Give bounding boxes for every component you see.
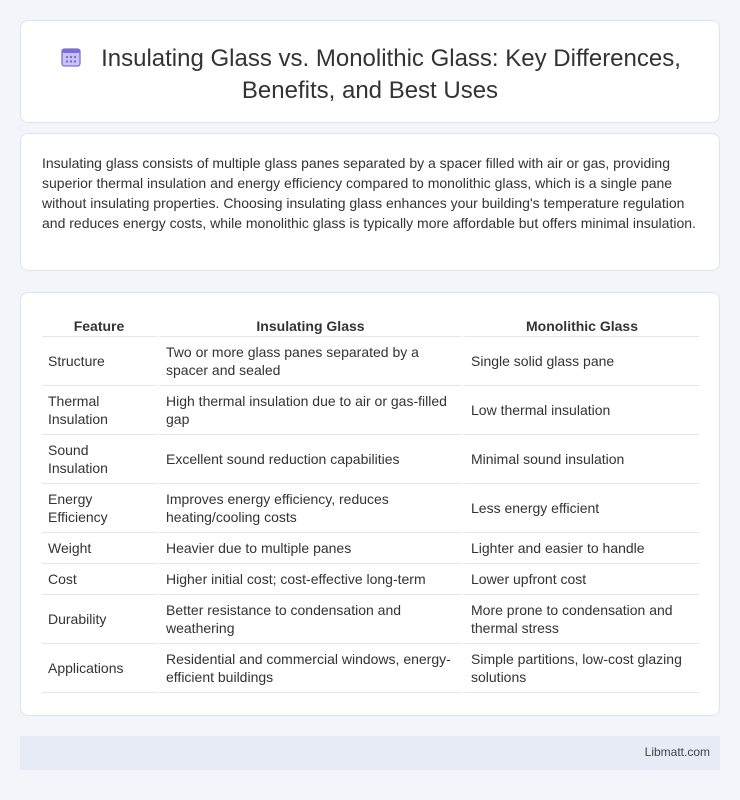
intro-card [20, 133, 720, 271]
feature-cell: Thermal Insulation [42, 386, 156, 435]
comparison-table [42, 315, 699, 693]
insulating-cell: High thermal insulation due to air or gas-filled gap [156, 386, 461, 435]
monolithic-cell: Lower upfront cost [461, 564, 699, 595]
table-row [42, 435, 699, 484]
comparison-card [20, 292, 720, 716]
feature-cell: Weight [42, 533, 156, 564]
feature-cell: Sound Insulation [42, 435, 156, 484]
insulating-cell: Heavier due to multiple panes [156, 533, 461, 564]
table-row [42, 564, 699, 595]
feature-cell: Cost [42, 564, 156, 595]
monolithic-cell: Minimal sound insulation [461, 435, 699, 484]
table-header-row [42, 315, 699, 337]
table-row [42, 484, 699, 533]
page-title: Insulating Glass vs. Monolithic Glass: Key Differences, Benefits, and Best Uses [101, 45, 681, 104]
insulating-cell: Better resistance to condensation and weathering [156, 595, 461, 644]
feature-cell: Energy Efficiency [42, 484, 156, 533]
table-row [42, 644, 699, 693]
monolithic-cell: Less energy efficient [461, 484, 699, 533]
feature-cell: Structure [42, 337, 156, 386]
monolithic-cell: More prone to condensation and thermal stress [461, 595, 699, 644]
insulating-cell: Improves energy efficiency, reduces heating/cooling costs [156, 484, 461, 533]
insulating-cell: Excellent sound reduction capabilities [156, 435, 461, 484]
table-row [42, 386, 699, 435]
calendar-grid-icon [59, 45, 83, 69]
header-insulating-glass: Insulating Glass [156, 315, 461, 337]
footer-bar [20, 736, 720, 770]
monolithic-cell: Low thermal insulation [461, 386, 699, 435]
insulating-cell: Higher initial cost; cost-effective long-term [156, 564, 461, 595]
insulating-cell: Two or more glass panes separated by a spacer and sealed [156, 337, 461, 386]
header-card [20, 20, 720, 123]
table-row [42, 337, 699, 386]
intro-paragraph: Insulating glass consists of multiple glass panes separated by a spacer filled with air or gas, providing superior thermal insulation and energy efficiency compared to monolithic glass, which is a single pane without insulating properties. Choosing insulating glass enhances your building's temperature regulation and reduces energy costs, while monolithic glass is typically more affordable but offers minimal insulation. [42, 155, 696, 231]
insulating-cell: Residential and commercial windows, energy-efficient buildings [156, 644, 461, 693]
table-row [42, 533, 699, 564]
feature-cell: Applications [42, 644, 156, 693]
monolithic-cell: Lighter and easier to handle [461, 533, 699, 564]
header-feature: Feature [42, 315, 156, 337]
footer-site-link[interactable]: Libmatt.com [644, 745, 710, 759]
monolithic-cell: Single solid glass pane [461, 337, 699, 386]
feature-cell: Durability [42, 595, 156, 644]
page-title-wrap [21, 43, 719, 107]
table-row [42, 595, 699, 644]
monolithic-cell: Simple partitions, low-cost glazing solutions [461, 644, 699, 693]
header-monolithic-glass: Monolithic Glass [461, 315, 699, 337]
